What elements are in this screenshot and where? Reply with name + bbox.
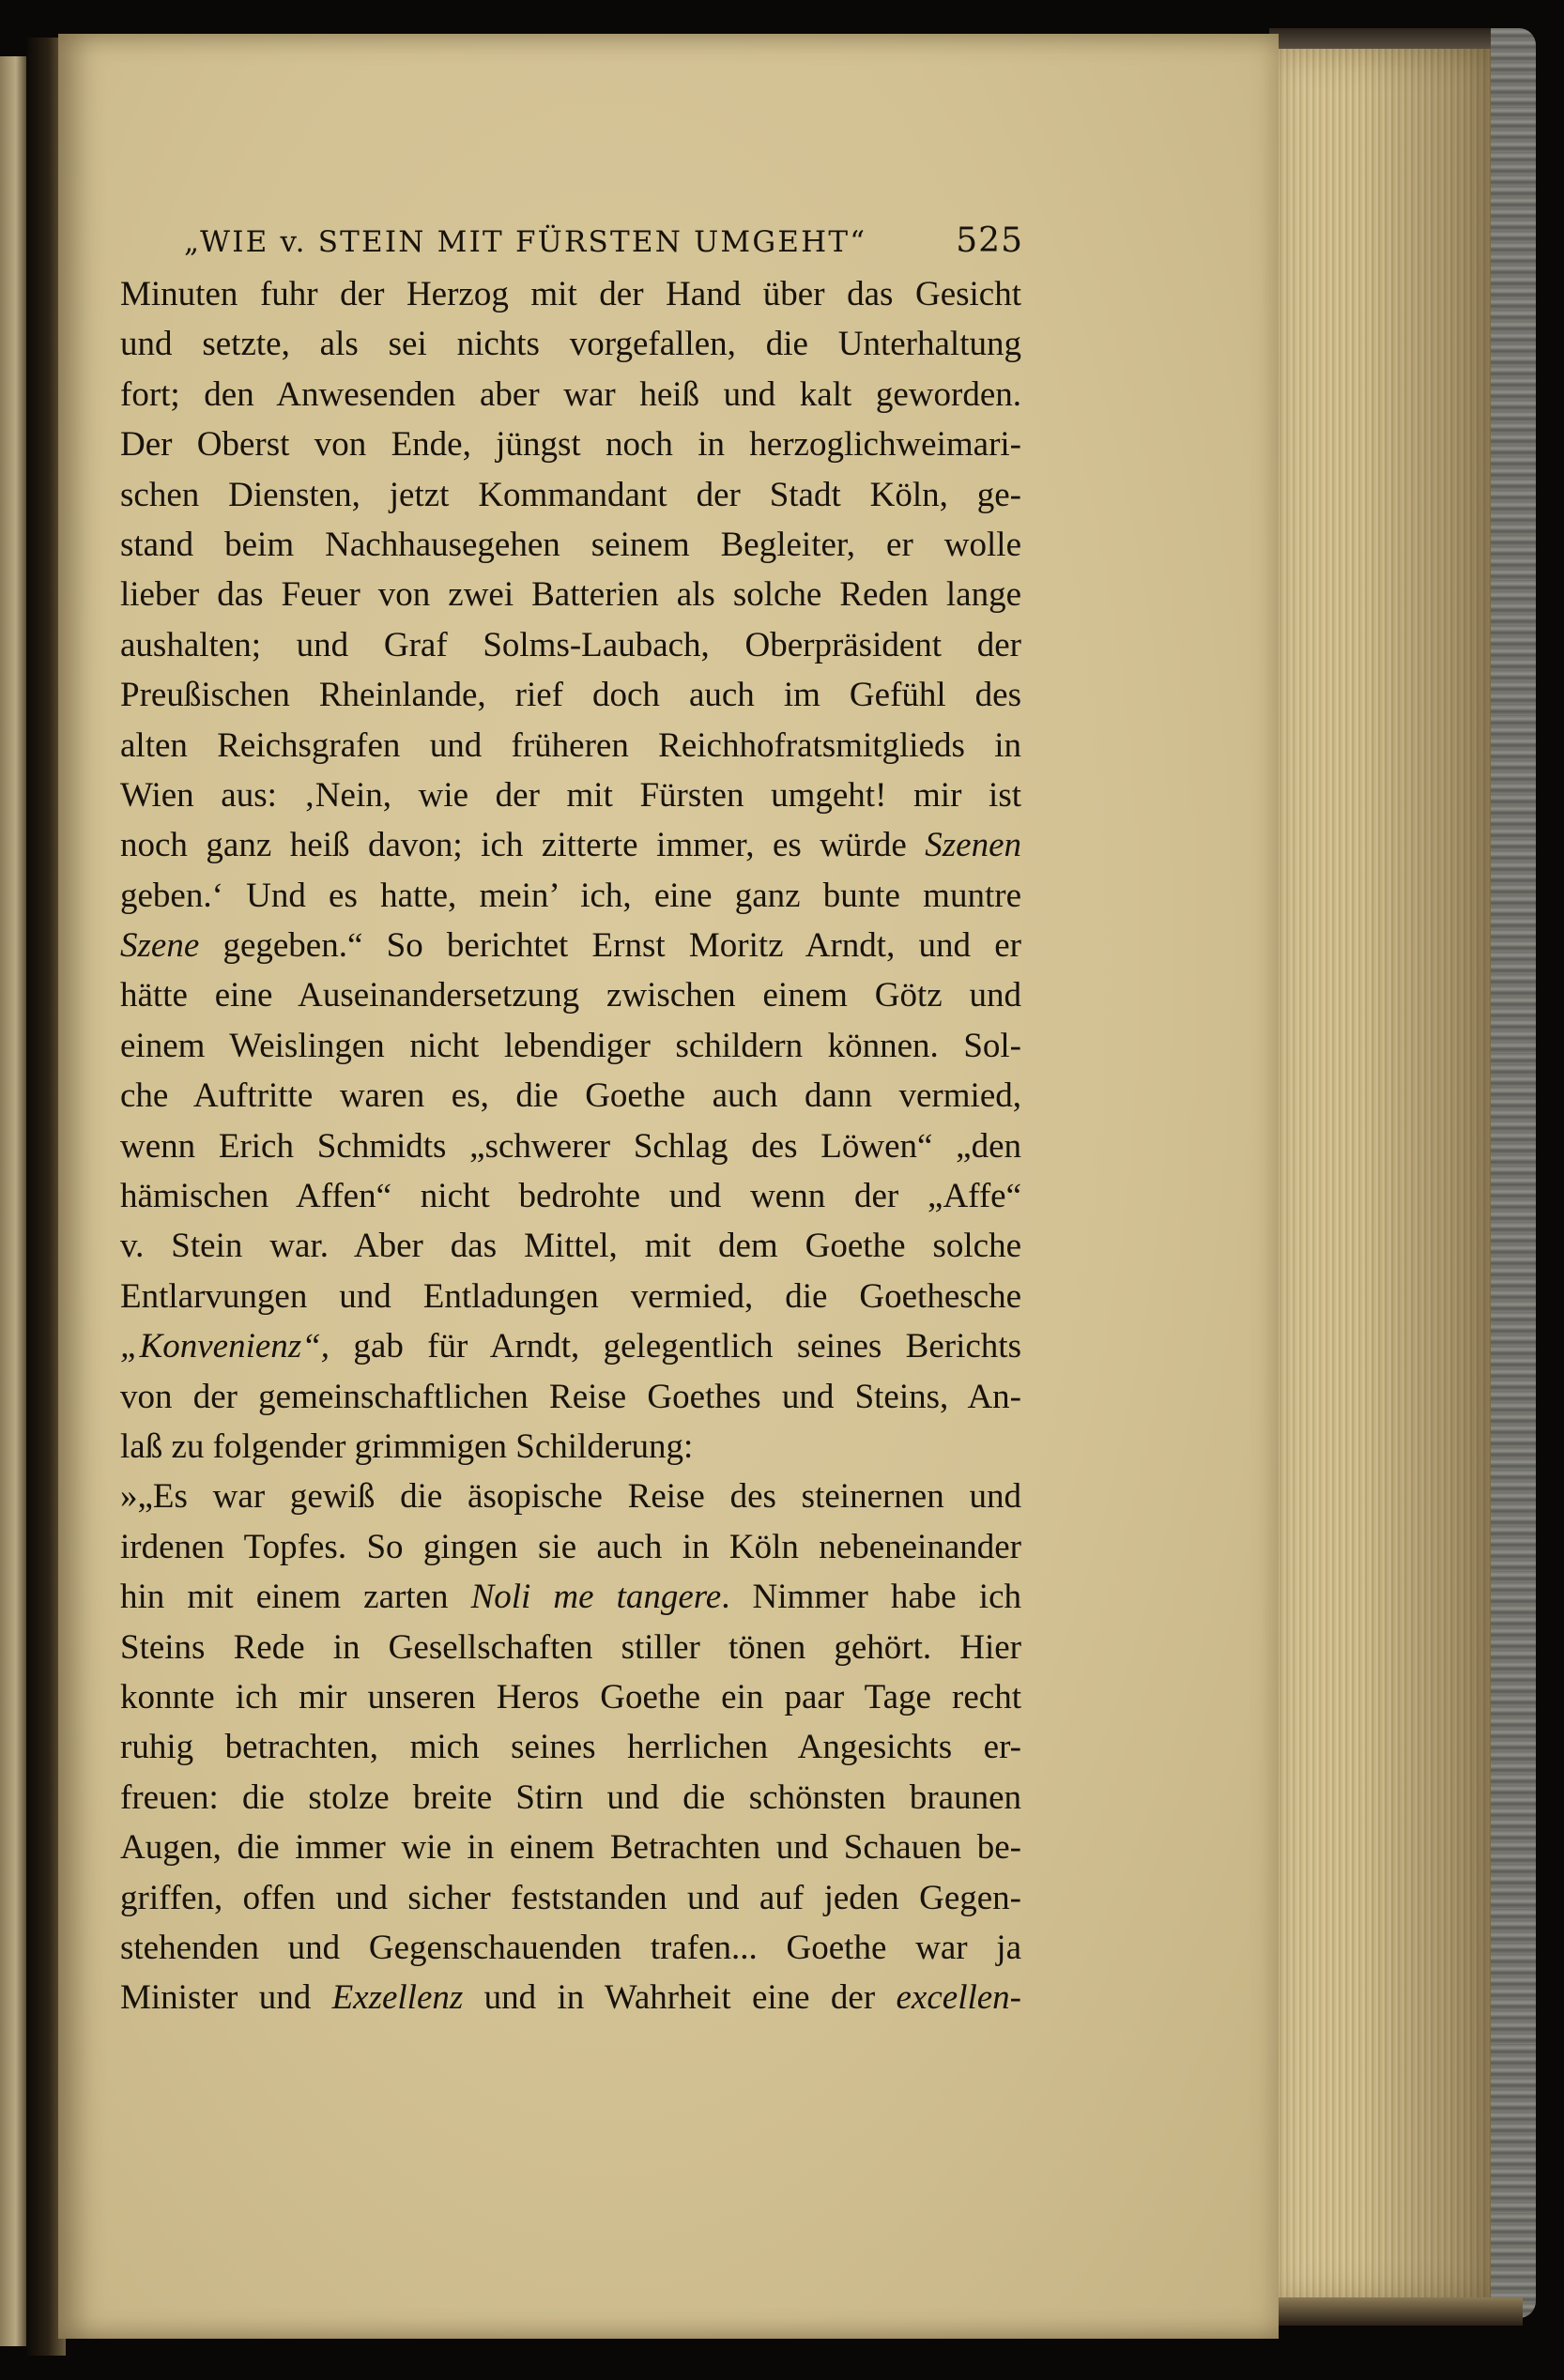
text-line <box>120 1071 1021 1121</box>
text-line <box>120 1422 1021 1472</box>
text-segment: Steins Rede in Gesellschaften stiller tönen gehört. Hier <box>120 1627 1021 1667</box>
text-segment: irdenen Topfes. So gingen sie auch in Köln nebeneinander <box>120 1527 1021 1566</box>
text-line <box>120 820 1021 870</box>
text-segment: stand beim Nachhausegehen seinem Begleiter, er wolle <box>120 525 1021 564</box>
text-line <box>120 1171 1021 1221</box>
text-line <box>120 1121 1021 1171</box>
text-line <box>120 970 1021 1020</box>
text-line <box>120 1372 1021 1422</box>
text-segment: griffen, offen und sicher feststanden und auf jeden Gegen- <box>120 1878 1021 1917</box>
text-segment: Augen, die immer wie in einem Betrachten und Schauen be- <box>120 1828 1021 1868</box>
text-segment: Preußischen Rheinlande, rief doch auch im Gefühl des <box>120 676 1021 715</box>
italic-text: Exzellenz <box>331 1978 464 2018</box>
text-segment: alten Reichsgrafen und früheren Reichhofratsmitglieds in <box>120 725 1021 765</box>
text-line <box>120 1623 1021 1672</box>
text-segment: einem Weislingen nicht lebendiger schildern können. Sol- <box>120 1026 1021 1065</box>
text-segment: ruhig betrachten, mich seines herrlichen Angesichts er- <box>120 1728 1021 1767</box>
text-segment: geben.‘ Und es hatte, mein’ ich, eine ganz bunte muntre <box>120 876 1021 915</box>
text-line <box>120 1522 1021 1572</box>
text-line <box>120 670 1021 720</box>
text-line <box>120 420 1021 469</box>
text-line <box>120 721 1021 770</box>
text-line <box>120 1672 1021 1722</box>
text-segment: stehenden und Gegenschauenden trafen... Goethe war ja <box>120 1928 1021 1967</box>
page-number: 525 <box>956 221 1023 260</box>
italic-text: „Konvenienz“, <box>120 1327 330 1366</box>
text-segment: Der Oberst von Ende, jüngst noch in herzoglichweimari- <box>120 425 1021 465</box>
text-segment: Entlarvungen und Entladungen vermied, die Goethesche <box>120 1276 1021 1316</box>
page-bottom-edge <box>1269 2297 1523 2326</box>
text-line <box>120 1021 1021 1071</box>
text-line <box>120 269 1021 319</box>
body-text <box>120 269 1021 2023</box>
text-line <box>120 520 1021 570</box>
page-block-shadow <box>1269 49 1493 2301</box>
text-line <box>120 1923 1021 1973</box>
text-line <box>120 570 1021 619</box>
text-segment: . Nimmer habe ich <box>721 1578 1021 1617</box>
text-line <box>120 1722 1021 1772</box>
text-line <box>120 921 1021 970</box>
text-line <box>120 620 1021 670</box>
running-head-title: „WIE v. STEIN MIT FÜRSTEN UMGEHT“ <box>184 225 867 259</box>
text-line <box>120 370 1021 420</box>
text-segment: wenn Erich Schmidts „schwerer Schlag des Löwen“ „den <box>120 1126 1021 1166</box>
text-segment: freuen: die stolze breite Stirn und die schönsten braunen <box>120 1777 1021 1817</box>
text-line <box>120 1321 1021 1371</box>
text-line <box>120 1873 1021 1923</box>
text-segment: gegeben.“ So berichtet Ernst Moritz Arndt, und er <box>199 926 1021 966</box>
text-segment: v. Stein war. Aber das Mittel, mit dem Goethe solche <box>120 1227 1021 1266</box>
text-segment: schen Diensten, jetzt Kommandant der Stadt Köln, ge- <box>120 475 1021 514</box>
previous-page-edge <box>0 56 26 2346</box>
text-segment: fort; den Anwesenden aber war heiß und kalt geworden. <box>120 374 1021 414</box>
text-segment: »„Es war gewiß die äsopische Reise des steinernen und <box>120 1477 1021 1517</box>
text-segment: che Auftritte waren es, die Goethe auch dann vermied, <box>120 1076 1021 1116</box>
cover-top-edge <box>1269 28 1513 51</box>
book-cover-edge <box>1491 28 1536 2318</box>
text-segment: von der gemeinschaftlichen Reise Goethes und Steins, An- <box>120 1377 1021 1416</box>
running-head <box>184 221 1023 274</box>
italic-text: Noli me tangere <box>470 1578 722 1617</box>
text-segment: hämischen Affen“ nicht bedrohte und wenn der „Affe“ <box>120 1177 1021 1216</box>
text-segment: noch ganz heiß davon; ich zitterte immer, es würde <box>120 826 926 865</box>
text-segment: und setzte, als sei nichts vorgefallen, die Unterhaltung <box>120 325 1021 364</box>
text-segment: Minister und <box>120 1978 332 2018</box>
text-segment: laß zu folgender grimmigen Schilderung: <box>120 1426 694 1466</box>
text-segment: lieber das Feuer von zwei Batterien als solche Reden lange <box>120 575 1021 615</box>
text-segment: hin mit einem zarten <box>120 1578 471 1617</box>
italic-text: Szene <box>120 926 200 966</box>
text-line <box>120 1272 1021 1321</box>
text-line <box>120 319 1021 369</box>
text-segment: und in Wahrheit eine der <box>463 1978 897 2018</box>
text-line <box>120 1973 1021 2022</box>
text-line <box>120 1773 1021 1823</box>
text-line <box>120 871 1021 921</box>
text-segment: konnte ich mir unseren Heros Goethe ein paar Tage recht <box>120 1677 1021 1716</box>
text-segment: Wien aus: ‚Nein, wie der mit Fürsten umgeht! mir ist <box>120 775 1021 815</box>
text-line <box>120 1823 1021 1872</box>
text-line <box>120 1572 1021 1622</box>
text-segment: gab für Arndt, gelegentlich seines Berichts <box>330 1327 1021 1366</box>
italic-text: excellen- <box>896 1978 1021 2018</box>
text-line <box>120 1472 1021 1521</box>
text-segment: hätte eine Auseinandersetzung zwischen einem Götz und <box>120 976 1021 1015</box>
italic-text: Szenen <box>925 826 1021 865</box>
text-segment: Minuten fuhr der Herzog mit der Hand über das Gesicht <box>120 275 1021 313</box>
text-segment: aushalten; und Graf Solms-Laubach, Oberpräsident der <box>120 625 1021 664</box>
text-line <box>120 1221 1021 1271</box>
text-line <box>120 470 1021 520</box>
text-line <box>120 770 1021 820</box>
